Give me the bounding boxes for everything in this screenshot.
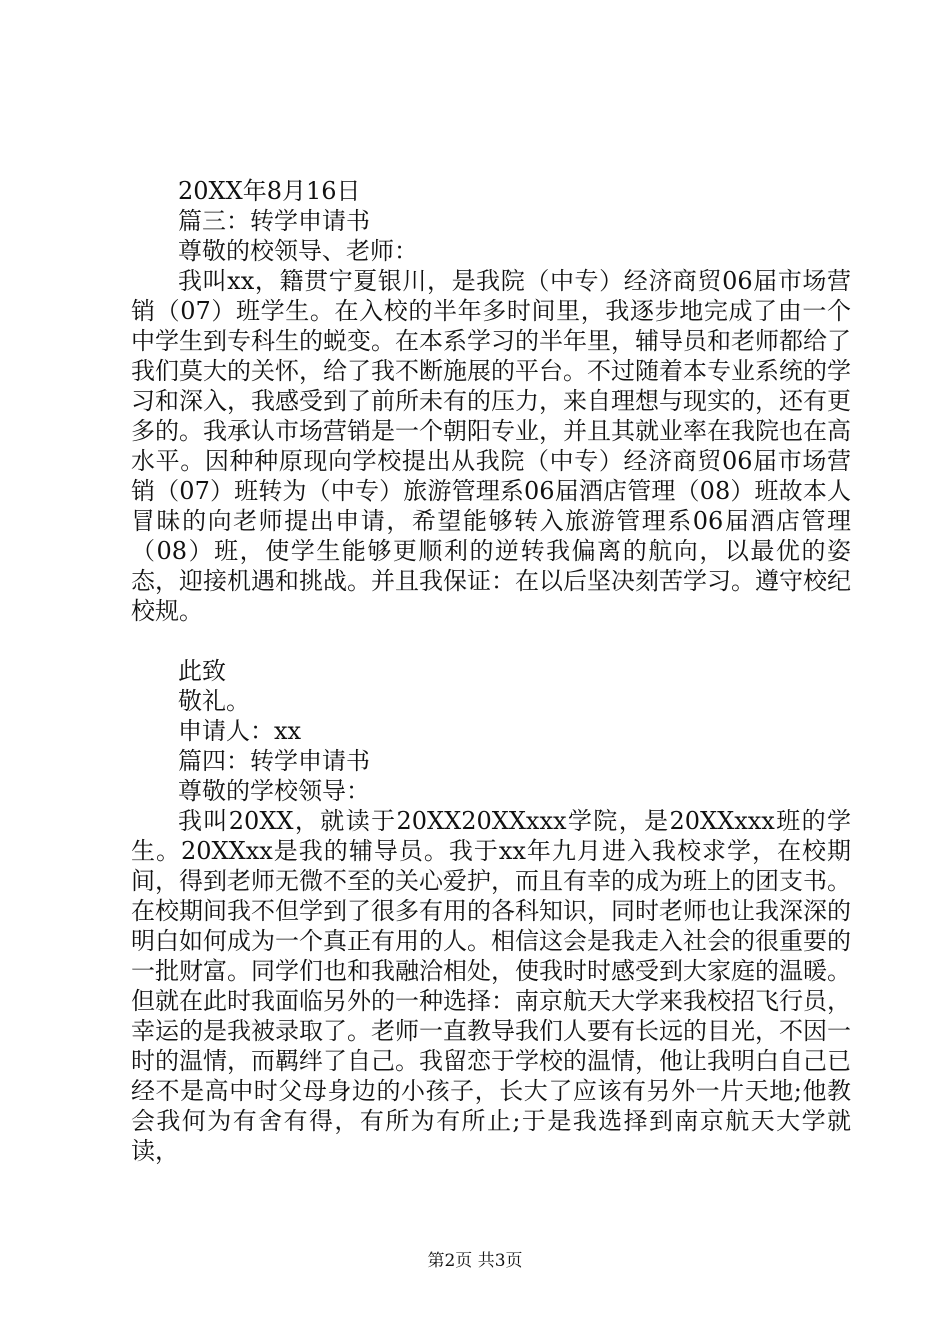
applicant-signature: 申请人：xx bbox=[178, 717, 302, 745]
salutation: 尊敬的学校领导： bbox=[178, 777, 370, 805]
letter-date: 20XX年8月16日 bbox=[178, 177, 361, 205]
paragraph-spacer bbox=[131, 626, 851, 656]
section-heading: 篇四：转学申请书 bbox=[178, 747, 370, 775]
salutation: 尊敬的校领导、老师： bbox=[178, 237, 418, 265]
closing-line: 此致 bbox=[178, 657, 226, 685]
letter-body: 我叫xx，籍贯宁夏银川，是我院（中专）经济商贸06届市场营销（07）班学生。在入校的半年多时间里，我逐步地完成了由一个中学生到专科生的蜕变。在本系学习的半年里，辅导员和老师都给了我们莫大的关怀，给了我不断施展的平台。不过随着本专业系统的学习和深入，我感受到了前所未有的压力，来自理想与现实的，还有更多的。我承认市场营销是一个朝阳专业，并且其就业率在我院也在高水平。因种种原现向学校提出从我院（中专）经济商贸06届市场营销（07）班转为（中专）旅游管理系06届酒店管理（08）班故本人冒昧的向老师提出申请，希望能够转入旅游管理系06届酒店管理（08）班，使学生能够更顺利的逆转我偏离的航向，以最优的姿态，迎接机遇和挑战。并且我保证：在以后坚决刻苦学习。遵守校纪校规。 bbox=[131, 267, 851, 625]
section-heading: 篇三：转学申请书 bbox=[178, 207, 370, 235]
letter-body: 我叫20XX，就读于20XX20XXxxx学院，是20XXxxx班的学生。20XXxx是我的辅导员。我于xx年九月进入我校求学，在校期间，得到老师无微不至的关心爱护，而且有幸的成为班上的团支书。在校期间我不但学到了很多有用的各科知识，同时老师也让我深深的明白如何成为一个真正有用的人。相信这会是我走入社会的很重要的一批财富。同学们也和我融洽相处，使我时时感受到大家庭的温暖。但就在此时我面临另外的一种选择：南京航天大学来我校招飞行员，幸运的是我被录取了。老师一直教导我们人要有长远的目光，不因一时的温情，而羁绊了自己。我留恋于学校的温情，他让我明白自己已经不是高中时父母身边的小孩子，长大了应该有另外一片天地;他教会我何为有舍有得，有所为有所止;于是我选择到南京航天大学就读， bbox=[131, 807, 851, 1165]
document-content bbox=[131, 176, 851, 1166]
page-footer: 第2页 共3页 bbox=[427, 1251, 523, 1271]
closing-regards: 敬礼。 bbox=[178, 687, 250, 715]
